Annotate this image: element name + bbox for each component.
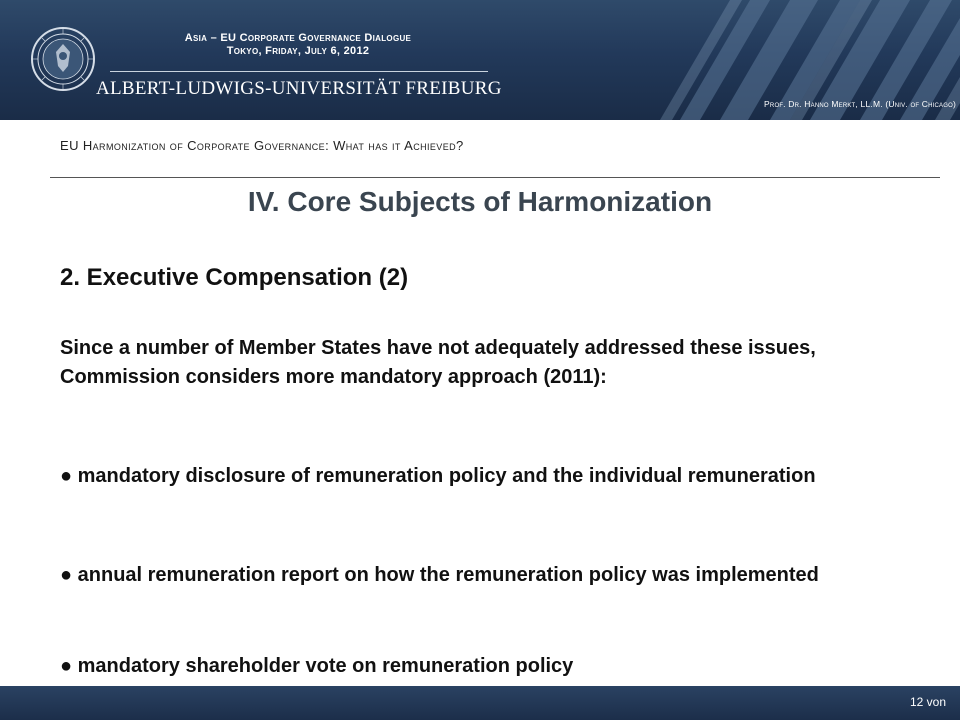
slide-title: IV. Core Subjects of Harmonization bbox=[247, 186, 713, 217]
university-seal-icon bbox=[30, 26, 96, 92]
bullet-item: ● annual remuneration report on how the remuneration policy was implemented bbox=[60, 564, 819, 586]
divider bbox=[50, 177, 940, 178]
conference-title bbox=[108, 32, 488, 57]
page-number: 12 von bbox=[909, 695, 946, 709]
university-name: ALBERT-LUDWIGS-UNIVERSITÄT FREIBURG bbox=[96, 78, 502, 99]
header-rule bbox=[110, 71, 488, 72]
section-title: 2. Executive Compensation (2) bbox=[60, 264, 409, 291]
bullet-item: ● mandatory shareholder vote on remuneration policy bbox=[60, 655, 574, 677]
footer-bar bbox=[0, 686, 960, 720]
presenter-name: Prof. Dr. Hanno Merkt, LL.M. (Univ. of Chicago) bbox=[764, 99, 956, 109]
intro-paragraph: Since a number of Member States have not adequately addressed these issues, Commission considers more mandatory approach (2011): bbox=[60, 337, 816, 388]
conference-name: Asia – EU Corporate Governance Dialogue bbox=[184, 32, 412, 44]
conference-date: Tokyo, Friday, July 6, 2012 bbox=[226, 45, 370, 57]
header-banner bbox=[0, 0, 960, 120]
slide-subheader: EU Harmonization of Corporate Governance: What has it Achieved? bbox=[60, 138, 464, 153]
bullet-item: ● mandatory disclosure of remuneration policy and the individual remuneration bbox=[60, 465, 816, 487]
